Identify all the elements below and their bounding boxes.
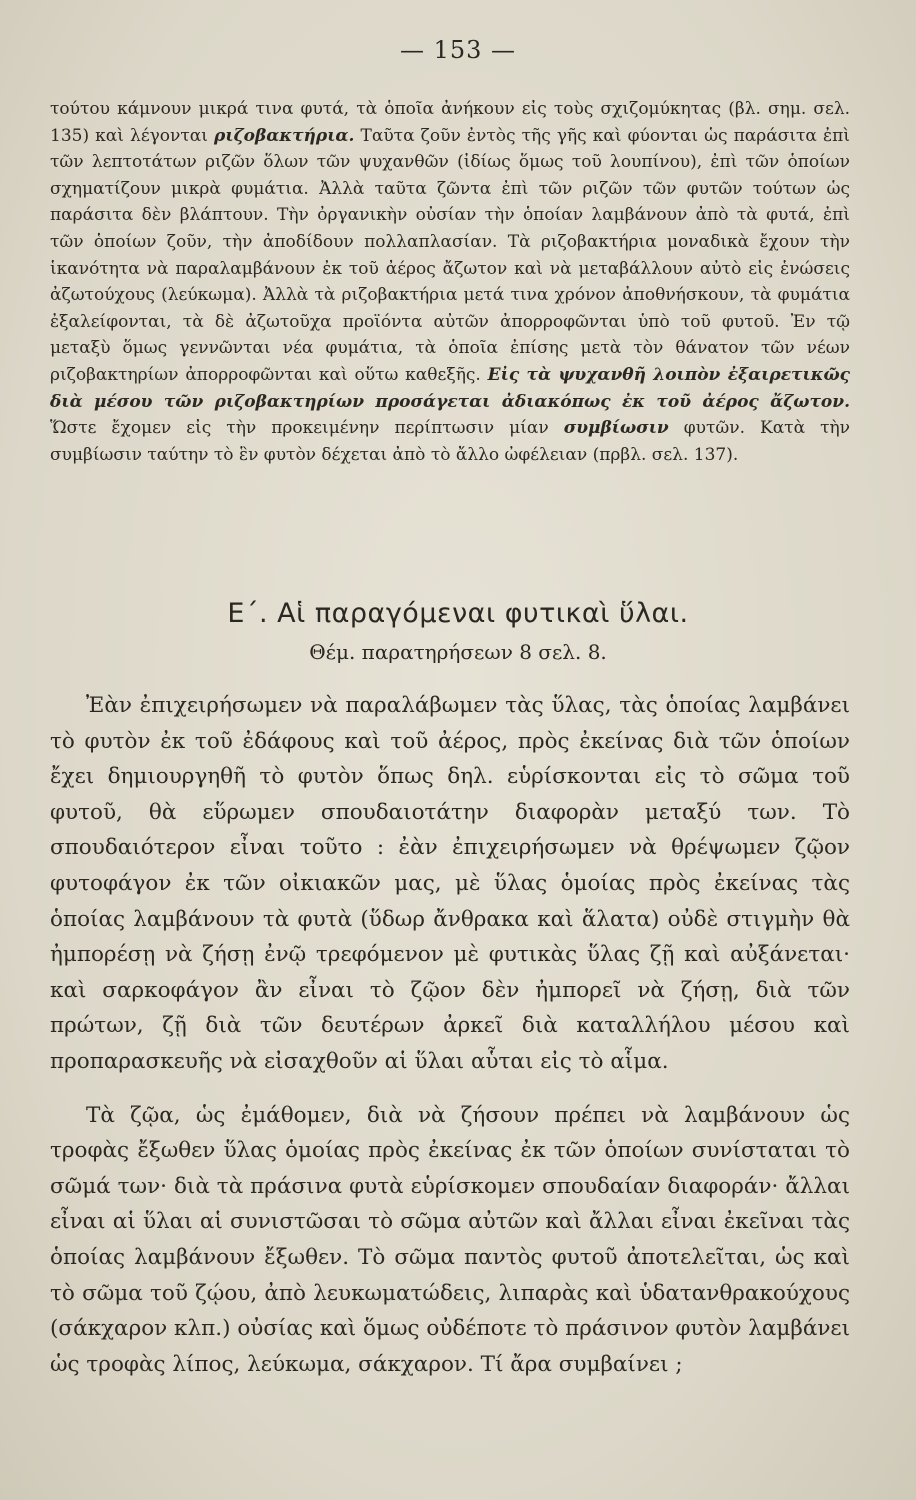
- continued-paragraph: [50, 96, 850, 468]
- body-text: [50, 688, 850, 1382]
- text-run: τούτου κάμνουν μικρά τινα φυτά, τὰ ὁποῖα ἀνήκουν εἰς τοὺς σχιζομύκητας (βλ. σημ. σελ. 135) καὶ λέγονται: [50, 99, 850, 146]
- page-number: — 153 —: [399, 36, 517, 64]
- text-run: Ταῦτα ζοῦν ἐντὸς τῆς γῆς καὶ φύονται ὡς παράσιτα ἐπὶ τῶν λεπτοτάτων ριζῶν ὅλων τῶν ψυχανθῶν (ἰδίως ὅμως τοῦ λουπίνου), ἐπὶ τῶν ὁποίων σχηματίζουν μικρὰ φυμάτια. Ἀλλὰ ταῦτα ζῶντα ἐπὶ τῶν ριζῶν τῶν φυτῶν τούτων ὡς παράσιτα δὲν βλάπτουν. Τὴν ὀργανικὴν οὐσίαν τὴν ὁποίαν λαμβάνουν ἀπὸ τὰ φυτά, ἐπὶ τῶν ὁποίων ζοῦν, τὴν ἀποδίδουν πολλαπλασίαν. Τὰ ριζοβακτήρια μοναδικὰ ἔχουν τὴν ἱκανότητα νὰ παραλαμβάνουν ἐκ τοῦ ἀέρος ἄζωτον καὶ νὰ μεταβάλλουν αὐτὸ εἰς ἑνώσεις ἀζωτούχους (λεύκωμα). Ἀλλὰ τὰ ριζοβακτήρια μετά τινα χρόνον ἀποθνήσκουν, τὰ φυμάτια ἐξαλείφονται, τὰ δὲ ἀζωτοῦχα προϊόντα αὐτῶν ἀπορροφῶνται ὑπὸ τοῦ φυτοῦ. Ἐν τῷ μεταξὺ ὅμως γεννῶνται νέα φυμάτια, τὰ ὁποῖα ἐπίσης μετὰ τὸν θάνατον τῶν νέων ριζοβακτηρίων ἀπορροφῶνται καὶ οὕτω καθεξῆς.: [50, 125, 850, 385]
- emphasis-sentence: Εἰς τὰ ψυχανθῆ λοιπὸν ἐξαιρετικῶς διὰ μέσου τῶν ριζοβακτηρίων προσάγεται ἀδιακόπως ἐκ τοῦ ἀέρος ἄζωτον.: [50, 364, 850, 412]
- section-heading: Ε΄. Αἱ παραγόμεναι φυτικαὶ ὕλαι.: [227, 598, 689, 629]
- text-run: φυτῶν. Κατὰ τὴν συμβίωσιν ταύτην τὸ ἓν φυτὸν δέχεται ἀπὸ τὸ ἄλλο ὠφέλειαν (πρβλ. σελ. 137).: [50, 418, 850, 465]
- emphasis-term: ριζοβακτήρια.: [214, 125, 355, 146]
- emphasis-term: συμβίωσιν: [563, 418, 669, 439]
- section-subheading: Θέμ. παρατηρήσεων 8 σελ. 8.: [309, 640, 607, 664]
- text-run: Ὥστε ἔχομεν εἰς τὴν προκειμένην περίπτωσιν μίαν: [50, 418, 564, 439]
- paragraph: Τὰ ζῷα, ὡς ἐμάθομεν, διὰ νὰ ζήσουν πρέπει νὰ λαμβάνουν ὡς τροφὰς ἔξωθεν ὕλας ὁμοίας πρὸς ἐκείνας ἐκ τῶν ὁποίων συνίσταται τὸ σῶμά των· διὰ τὰ πράσινα φυτὰ εὑρίσκομεν σπουδαίαν διαφοράν· ἄλλαι εἶναι αἱ ὕλαι αἱ συνιστῶσαι τὸ σῶμα αὐτῶν καὶ ἄλλαι εἶναι ἐκεῖναι τὰς ὁποίας λαμβάνουν ἔξωθεν. Τὸ σῶμα παντὸς φυτοῦ ἀποτελεῖται, ὡς καὶ τὸ σῶμα τοῦ ζῴου, ἀπὸ λευκωματώδεις, λιπαρὰς καὶ ὑδατανθρακούχους (σάκχαρον κλπ.) οὐσίας καὶ ὅμως οὐδέποτε τὸ πράσινον φυτὸν λαμβάνει ὡς τροφὰς λίπος, λεύκωμα, σάκχαρον. Τί ἄρα συμβαίνει ;: [50, 1102, 850, 1377]
- paragraph: Ἐὰν ἐπιχειρήσωμεν νὰ παραλάβωμεν τὰς ὕλας, τὰς ὁποίας λαμβάνει τὸ φυτὸν ἐκ τοῦ ἐδάφους καὶ τοῦ ἀέρος, πρὸς ἐκείνας διὰ τῶν ὁποίων ἔχει δημιουργηθῆ τὸ φυτὸν ὅπως δηλ. εὑρίσκονται εἰς τὸ σῶμα τοῦ φυτοῦ, θὰ εὕρωμεν σπουδαιοτάτην διαφορὰν μεταξύ των. Τὸ σπουδαιότερον εἶναι τοῦτο : ἐὰν ἐπιχειρήσωμεν νὰ θρέψωμεν ζῷον φυτοφάγον ἐκ τῶν οἰκιακῶν μας, μὲ ὕλας ὁμοίας πρὸς ἐκείνας τὰς ὁποίας λαμβάνουν τὰ φυτὰ (ὕδωρ ἄνθρακα καὶ ἅλατα) οὐδὲ στιγμὴν θὰ ἠμπορέσῃ νὰ ζήσῃ ἐνῷ τρεφόμενον μὲ φυτικὰς ὕλας ζῇ καὶ αὐξάνεται· καὶ σαρκοφάγον ἂν εἶναι τὸ ζῷον δὲν ἠμπορεῖ νὰ ζήσῃ, διὰ τῶν πρώτων, ζῇ διὰ τῶν δευτέρων ἀρκεῖ διὰ καταλλήλου μέσου καὶ προπαρασκευῆς νὰ εἰσαχθοῦν αἱ ὕλαι αὗται εἰς τὸ αἷμα.: [50, 693, 850, 1074]
